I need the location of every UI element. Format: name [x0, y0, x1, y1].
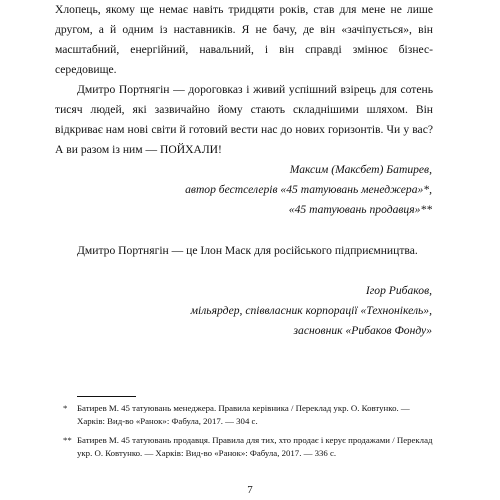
signature-title: мільярдер, співвласник корпорації «Технонікель», — [190, 304, 432, 317]
footnote-mark: ** — [63, 435, 72, 445]
signature-title: автор бестселерів «45 татуювань менеджера»*, — [185, 183, 432, 196]
signature-batyrev — [185, 160, 432, 220]
footnote-mark: * — [63, 403, 68, 413]
paragraph-1-text: Хлопець, якому ще немає навіть тридцяти років, став для мене не лише другом, а й одним із наставників. Я не бачу, де він «зачіпується», він масштабний, енергійний, навальний, і він справді змінює бізнес-середовище. — [55, 3, 433, 76]
signature-title-2: «45 татуювань продавця»** — [288, 203, 432, 216]
paragraph-2-text: Дмитро Портнягін — дороговказ і живий успішний взірець для сотень тисяч людей, які зазвичайно йому стають складнішими шляхом. Він відкриває нам нові світи й готовий вести нас до нових горизонтів. Чи у вас? А ви разом із ним — ПОЙХАЛИ! — [55, 83, 433, 156]
footnote-1 — [63, 402, 433, 427]
paragraph-1 — [55, 0, 433, 80]
signature-name: Ігор Рибаков, — [365, 284, 432, 297]
signature-rybakov — [191, 281, 432, 341]
paragraph-3-text: Дмитро Портнягін — це Ілон Маск для російського підприємництва. — [77, 244, 418, 257]
footnote-text: Батирев М. 45 татуювань менеджера. Правила керівника / Переклад укр. О. Ковтунко. — Харків: Вид-во «Ранок»: Фабула, 2017. — 304 с. — [77, 403, 410, 426]
footnote-text: Батирев М. 45 татуювань продавця. Правила для тих, хто продає і керує продажами / Переклад укр. О. Ковтунко. — Харків: Вид-во «Ранок»: Фабула, 2017. — 336 с. — [77, 435, 433, 458]
page-number: 7 — [247, 484, 253, 496]
signature-name: Максим (Максбет) Батирев, — [289, 163, 432, 176]
footnote-2 — [63, 434, 433, 459]
paragraph-2 — [55, 80, 433, 160]
signature-title-2: засновник «Рибаков Фонду» — [293, 324, 432, 337]
footnote-divider — [77, 396, 136, 397]
paragraph-3 — [55, 241, 433, 261]
